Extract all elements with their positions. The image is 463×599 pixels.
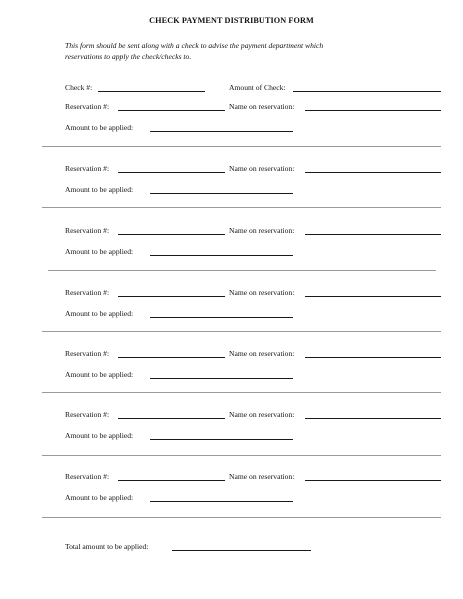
- section-divider: [42, 207, 441, 208]
- section-divider: [42, 146, 441, 147]
- section-divider: [42, 392, 441, 393]
- amount-to-be-applied-field[interactable]: [150, 501, 293, 502]
- name-on-reservation-field[interactable]: [305, 172, 441, 173]
- reservation-number-label: Reservation #:: [65, 472, 110, 481]
- amount-to-be-applied-field[interactable]: [150, 317, 293, 318]
- name-on-reservation-field[interactable]: [305, 234, 441, 235]
- amount-to-be-applied-label: Amount to be applied:: [65, 370, 134, 379]
- section-divider: [48, 270, 436, 271]
- amount-to-be-applied-label: Amount to be applied:: [65, 493, 134, 502]
- reservation-number-label: Reservation #:: [65, 164, 110, 173]
- reservation-number-field[interactable]: [118, 357, 225, 358]
- check-number-label: Check #:: [65, 83, 93, 92]
- amount-to-be-applied-label: Amount to be applied:: [65, 247, 134, 256]
- amount-of-check-label: Amount of Check:: [229, 83, 286, 92]
- amount-to-be-applied-label: Amount to be applied:: [65, 123, 134, 132]
- reservation-number-label: Reservation #:: [65, 226, 110, 235]
- section-divider: [42, 517, 441, 518]
- intro-line-2: reservations to apply the check/checks to.: [65, 52, 192, 61]
- form-intro: [65, 40, 395, 62]
- total-amount-label: Total amount to be applied:: [65, 542, 149, 551]
- name-on-reservation-label: Name on reservation:: [229, 288, 295, 297]
- form-title: CHECK PAYMENT DISTRIBUTION FORM: [149, 16, 314, 25]
- amount-to-be-applied-field[interactable]: [150, 193, 293, 194]
- amount-to-be-applied-label: Amount to be applied:: [65, 185, 134, 194]
- amount-to-be-applied-field[interactable]: [150, 255, 293, 256]
- amount-of-check-field[interactable]: [293, 91, 441, 92]
- reservation-number-label: Reservation #:: [65, 102, 110, 111]
- section-divider: [42, 331, 441, 332]
- name-on-reservation-label: Name on reservation:: [229, 164, 295, 173]
- check-number-field[interactable]: [98, 91, 205, 92]
- name-on-reservation-field[interactable]: [305, 110, 441, 111]
- reservation-number-field[interactable]: [118, 110, 225, 111]
- name-on-reservation-field[interactable]: [305, 480, 441, 481]
- name-on-reservation-label: Name on reservation:: [229, 102, 295, 111]
- name-on-reservation-label: Name on reservation:: [229, 472, 295, 481]
- name-on-reservation-field[interactable]: [305, 357, 441, 358]
- amount-to-be-applied-label: Amount to be applied:: [65, 309, 134, 318]
- reservation-number-field[interactable]: [118, 296, 225, 297]
- reservation-number-field[interactable]: [118, 418, 225, 419]
- reservation-number-field[interactable]: [118, 480, 225, 481]
- section-divider: [42, 455, 441, 456]
- reservation-number-field[interactable]: [118, 172, 225, 173]
- total-amount-field[interactable]: [172, 550, 311, 551]
- name-on-reservation-label: Name on reservation:: [229, 349, 295, 358]
- name-on-reservation-label: Name on reservation:: [229, 226, 295, 235]
- reservation-number-label: Reservation #:: [65, 288, 110, 297]
- reservation-number-field[interactable]: [118, 234, 225, 235]
- amount-to-be-applied-field[interactable]: [150, 131, 293, 132]
- amount-to-be-applied-field[interactable]: [150, 378, 293, 379]
- name-on-reservation-field[interactable]: [305, 418, 441, 419]
- name-on-reservation-label: Name on reservation:: [229, 410, 295, 419]
- amount-to-be-applied-field[interactable]: [150, 439, 293, 440]
- reservation-number-label: Reservation #:: [65, 410, 110, 419]
- intro-line-1: This form should be sent along with a check to advise the payment department which: [65, 41, 324, 50]
- reservation-number-label: Reservation #:: [65, 349, 110, 358]
- amount-to-be-applied-label: Amount to be applied:: [65, 431, 134, 440]
- name-on-reservation-field[interactable]: [305, 296, 441, 297]
